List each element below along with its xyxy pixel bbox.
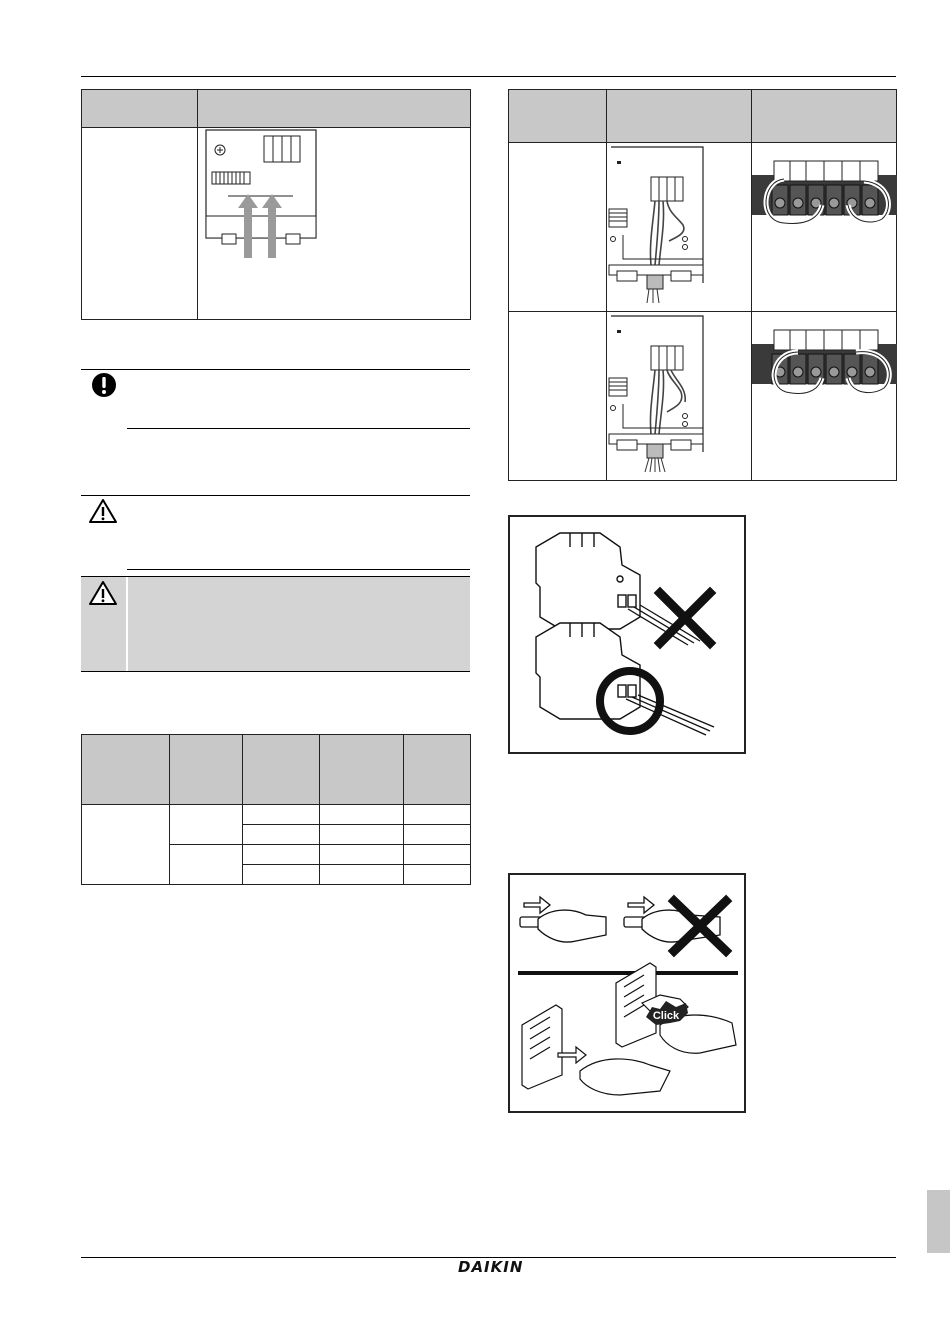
left-bottom-table-cell [320,845,404,865]
wire-release-figure [508,873,746,1113]
left-bottom-table-header-cell [404,735,471,805]
right-wiring-table-image-cell [607,312,752,481]
left-top-table-cell [82,128,198,320]
left-bottom-table-cell [404,865,471,885]
brand-logo: DAIKIN [458,1258,524,1276]
wiring-routing-illustration [607,312,717,472]
right-wiring-table-header-cell [607,90,752,143]
left-top-table-image-cell [198,128,471,320]
wire-insertion-figure [508,515,746,754]
warning-triangle-icon [88,498,118,524]
terminal-block-loop-illustration [752,312,897,412]
left-bottom-table-cell [404,825,471,845]
svg-text:Click: Click [652,1010,680,1022]
left-bottom-table-cell [404,845,471,865]
left-bottom-table-cell [243,805,320,825]
warning-shaded-band [81,577,470,671]
left-bottom-table-header-cell [170,735,243,805]
warning-triangle-icon [88,580,118,606]
terminal-block-loop-illustration [752,143,897,243]
right-wiring-table [508,89,897,481]
left-bottom-table-cell [82,805,170,885]
left-bottom-table-cell [404,805,471,825]
left-bottom-table-header-cell [320,735,404,805]
left-bottom-table-cell [170,805,243,845]
warning-top-rule [81,495,470,496]
left-top-table [81,89,471,320]
right-wiring-table-image-cell [607,143,752,312]
right-wiring-table-header-cell [509,90,607,143]
warning-bottom-rule [127,569,470,570]
wire-insertion-illustration [510,517,744,752]
section-thumb-tab [927,1190,950,1253]
warning-shaded-top-rule [81,576,470,577]
wiring-routing-illustration [607,143,717,303]
left-bottom-table [81,734,471,885]
right-wiring-table-image-cell [752,143,897,312]
left-bottom-table-cell [170,845,243,885]
left-bottom-table-cell [243,845,320,865]
left-top-table-header-cell [198,90,471,128]
warning-shaded-bottom-rule [81,671,470,672]
notice-top-rule [81,369,470,370]
left-bottom-table-cell [320,805,404,825]
right-wiring-table-header-cell [752,90,897,143]
left-bottom-table-cell [320,825,404,845]
left-bottom-table-cell [243,865,320,885]
left-bottom-table-header-cell [243,735,320,805]
left-bottom-table-header-cell [82,735,170,805]
left-top-table-header-cell [82,90,198,128]
right-wiring-table-cell [509,143,607,312]
header-rule [81,76,896,77]
right-wiring-table-image-cell [752,312,897,481]
right-wiring-table-cell [509,312,607,481]
wire-release-illustration [510,875,744,1111]
notice-divider [127,428,470,429]
left-bottom-table-cell [320,865,404,885]
left-bottom-table-cell [243,825,320,845]
warning-shaded-icon-column [126,577,128,671]
exclamation-circle-icon [91,372,117,398]
control-box-cable-entry-illustration [198,128,328,258]
